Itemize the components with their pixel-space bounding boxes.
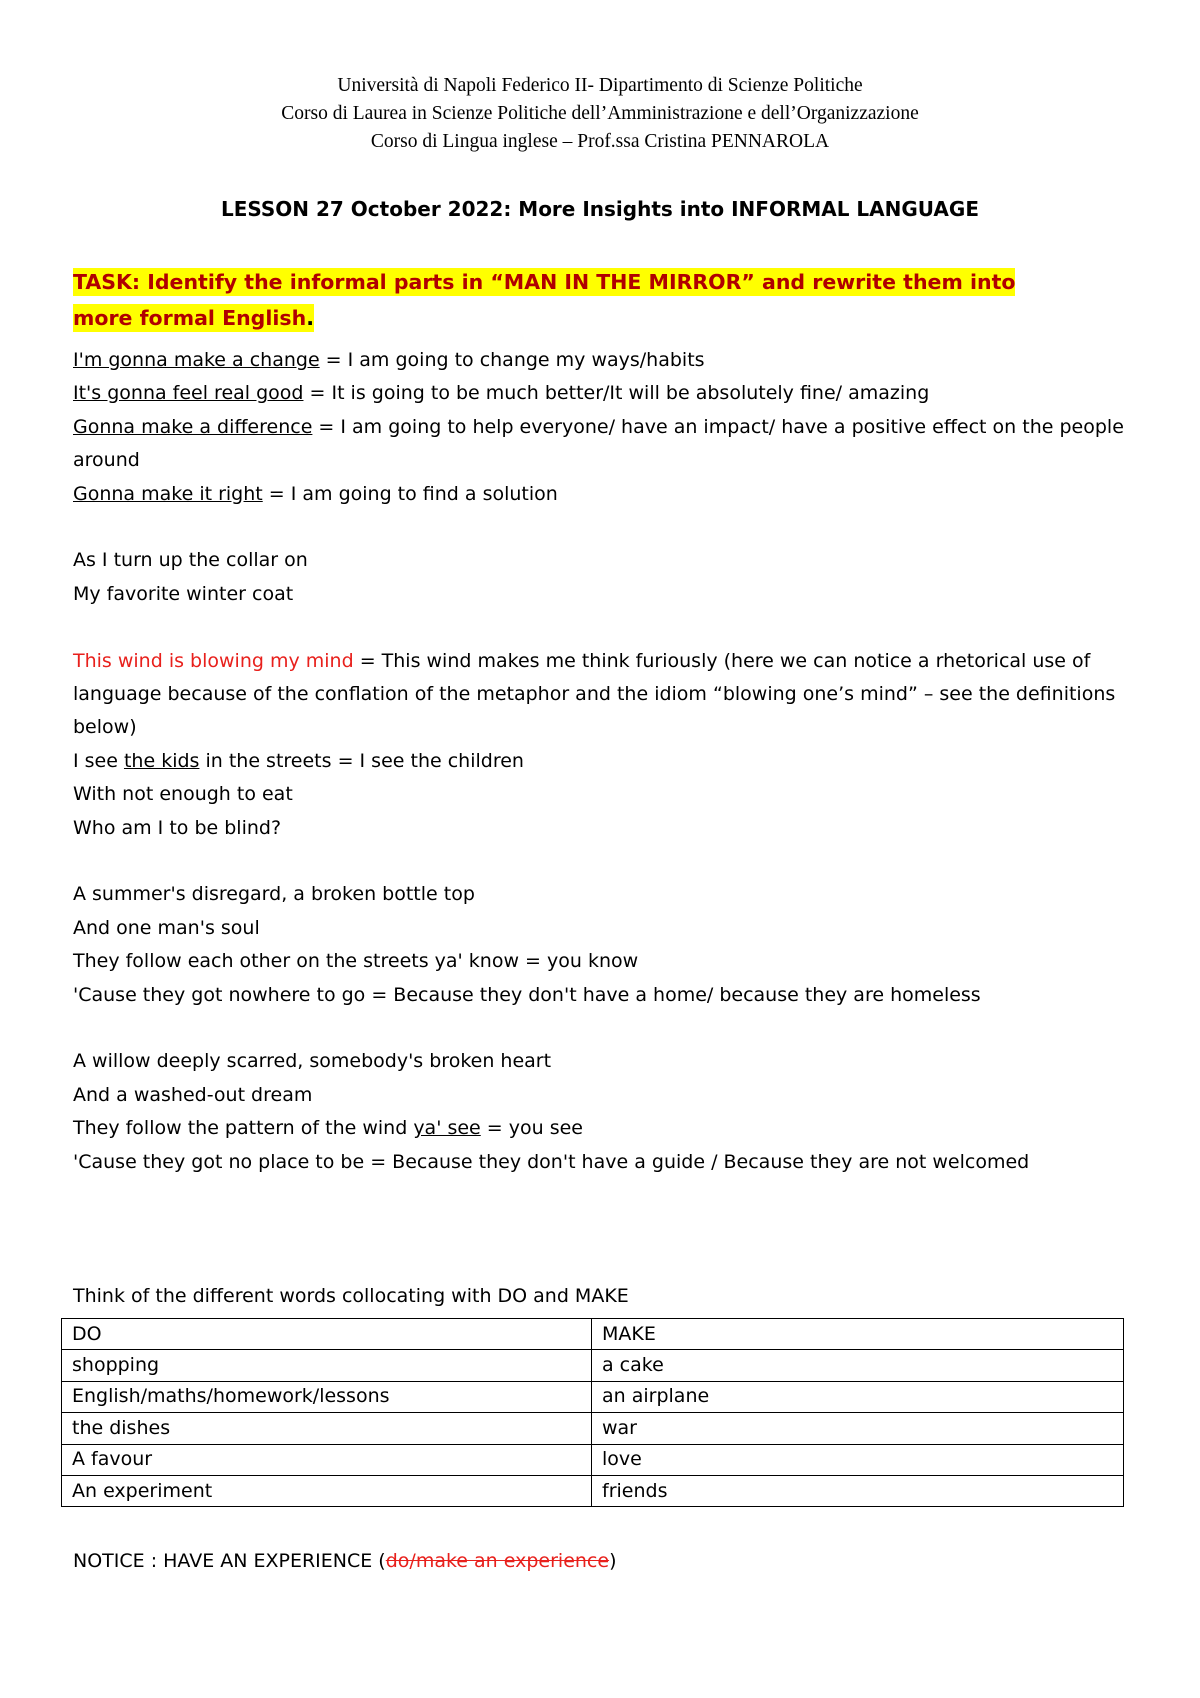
informal-phrase: It's gonna feel real good [73,382,304,405]
table-row [62,1413,1124,1444]
lyric-line: Who am I to be blind? [73,816,282,839]
university-header [0,72,1200,156]
table-cell: A favour [62,1444,592,1475]
notice-post: ) [609,1550,617,1572]
informal-item [73,478,1133,511]
informal-item [73,344,1133,377]
lyric-line: A willow deeply scarred, somebody's broken heart [73,1050,552,1073]
table-cell: An experiment [62,1475,592,1506]
formal-rewrite: = I am going to help everyone/ have an impact/ have a positive effect on the people around [73,415,1124,472]
notice-line [73,1545,616,1578]
table-cell: shopping [62,1350,592,1381]
lyric-line [73,1112,1133,1145]
formal-rewrite: = I am going to change my ways/habits [319,349,705,371]
notice-pre: NOTICE : HAVE AN EXPERIENCE ( [73,1550,386,1572]
kids-phrase: the kids [123,749,200,772]
table-cell: war [592,1413,1124,1444]
lyric-line: 'Cause they got no place to be = Because they don't have a guide / Because they are not welcomed [73,1150,1030,1173]
table-cell: love [592,1444,1124,1475]
lyrics-body [73,344,1133,1179]
kids-rewrite: in the streets = I see the children [199,749,524,772]
collocation-table [61,1318,1124,1507]
kids-pre: I see [73,749,124,772]
collocation-intro: Think of the different words collocating with DO and MAKE [73,1285,629,1307]
task-line-2-end: . [306,306,314,330]
task-block [73,264,1133,336]
task-line-2: more formal English [73,306,307,330]
lyric-line: As I turn up the collar on [73,549,308,572]
informal-phrase: I'm gonna make a change [73,349,320,371]
table-cell: the dishes [62,1413,592,1444]
table-cell: friends [592,1475,1124,1506]
formal-rewrite: = I am going to find a solution [262,482,558,505]
lyric-line: And one man's soul [73,916,260,939]
lyric-line: 'Cause they got nowhere to go = Because they don't have a home/ because they are homeless [73,983,981,1006]
informal-item [73,377,1133,410]
table-row [62,1381,1124,1412]
table-row [62,1444,1124,1475]
table-row [62,1475,1124,1506]
task-line-1: TASK: Identify the informal parts in “MAN IN THE MIRROR” and rewrite them into [73,270,1016,294]
lesson-title: LESSON 27 October 2022: More Insights into INFORMAL LANGUAGE [220,197,979,221]
header-line-course: Corso di Lingua inglese – Prof.ssa Cristina PENNAROLA [370,131,830,152]
header-line-degree: Corso di Laurea in Scienze Politiche dell’Amministrazione e dell’Organizzazione [281,103,919,124]
ya-see-rewrite: = you see [480,1117,583,1140]
table-row [62,1350,1124,1381]
table-cell: an airplane [592,1381,1124,1412]
header-line-university: Università di Napoli Federico II- Dipartimento di Scienze Politiche [337,75,863,96]
table-cell: a cake [592,1350,1124,1381]
informal-item [73,411,1133,478]
kids-item [73,745,1133,778]
wind-phrase: This wind is blowing my mind [73,649,354,672]
notice-struck: do/make an experience [385,1550,610,1572]
lyric-line: They follow each other on the streets ya' know = you know [73,950,639,973]
lyric-line: My favorite winter coat [73,582,294,605]
ya-see-phrase: ya' see [413,1117,481,1140]
table-cell: English/maths/homework/lessons [62,1381,592,1412]
table-header-row [62,1319,1124,1350]
table-cell: MAKE [592,1319,1124,1350]
wind-explanation: = This wind makes me think furiously (here we can notice a rhetorical use of language because of the conflation of the metaphor and the idiom “blowing one’s mind” – see the definitions below) [73,649,1116,739]
lyric-line: And a washed-out dream [73,1083,313,1106]
formal-rewrite: = It is going to be much better/It will be absolutely fine/ amazing [303,382,930,405]
informal-phrase: Gonna make a difference [73,415,313,438]
table-cell: DO [62,1319,592,1350]
lyric-line: A summer's disregard, a broken bottle top [73,883,475,906]
informal-phrase: Gonna make it right [73,482,263,505]
wind-item [73,645,1133,745]
lyric-line: With not enough to eat [73,783,293,806]
ya-see-pre: They follow the pattern of the wind [73,1117,414,1140]
